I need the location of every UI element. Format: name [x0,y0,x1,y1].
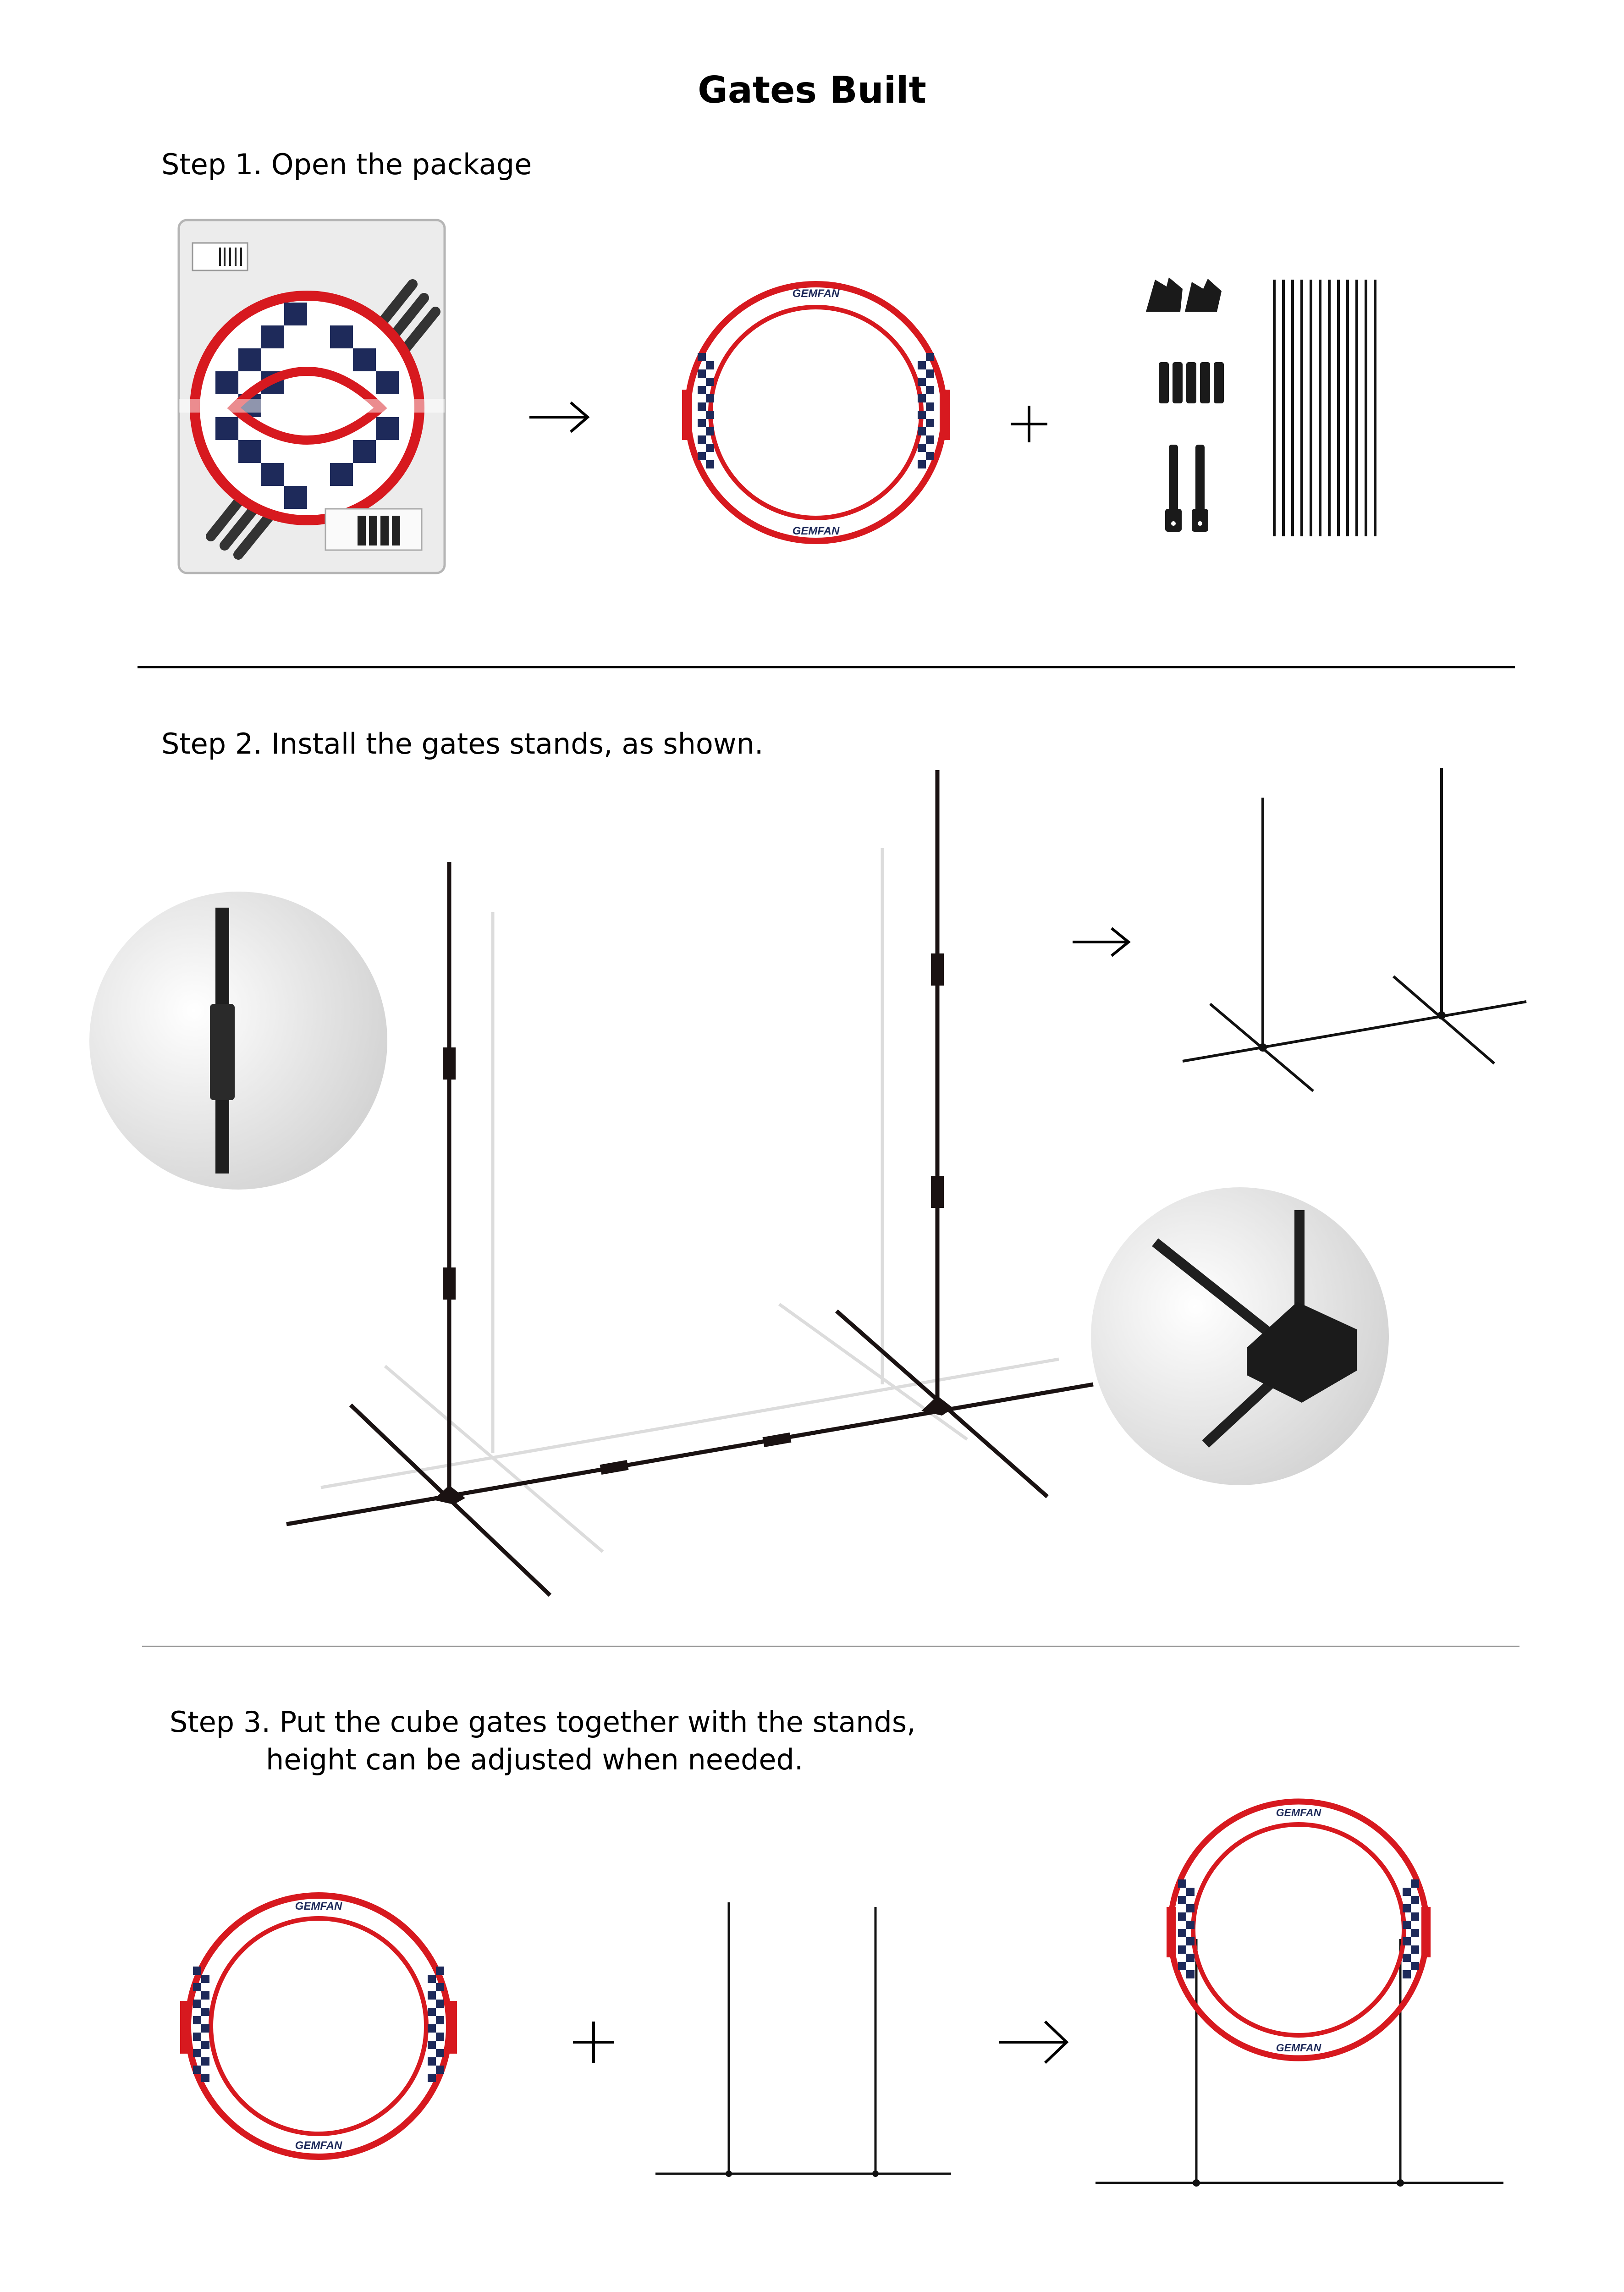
right-arrow-icon [997,2017,1070,2067]
section-divider [138,666,1515,668]
right-arrow-icon [1073,928,1129,956]
gemfan-logo: GEMFAN [295,2139,342,2152]
step-3-label [170,1703,916,1779]
step-2-label: Step 2. Install the gates stands, as shown. [161,727,764,760]
plus-icon [1008,403,1050,445]
right-arrow-icon [527,399,591,435]
gemfan-logo: GEMFAN [1276,2042,1321,2054]
plus-icon [571,2019,617,2065]
step-1-label: Step 1. Open the package [161,148,532,181]
gemfan-logo: GEMFAN [295,1900,342,1912]
page-title: Gates Built [698,69,926,111]
step-3-label-line1: Step 3. Put the cube gates together with the stands, [170,1705,916,1739]
gemfan-logo: GEMFAN [792,525,840,537]
gate-ring [678,275,953,550]
gate-ring [176,1889,461,2164]
step-3-label-line2: height can be adjusted when needed. [266,1743,804,1776]
section-divider [142,1646,1519,1647]
stand-installation-diagram [0,756,1624,1618]
gemfan-logo: GEMFAN [792,287,840,300]
assembled-gate-high [1093,1797,1515,2191]
gemfan-logo: GEMFAN [1276,1807,1321,1818]
package-illustration [174,215,449,582]
stand-front-view [653,1898,956,2182]
stand-parts-illustration [1141,270,1389,545]
